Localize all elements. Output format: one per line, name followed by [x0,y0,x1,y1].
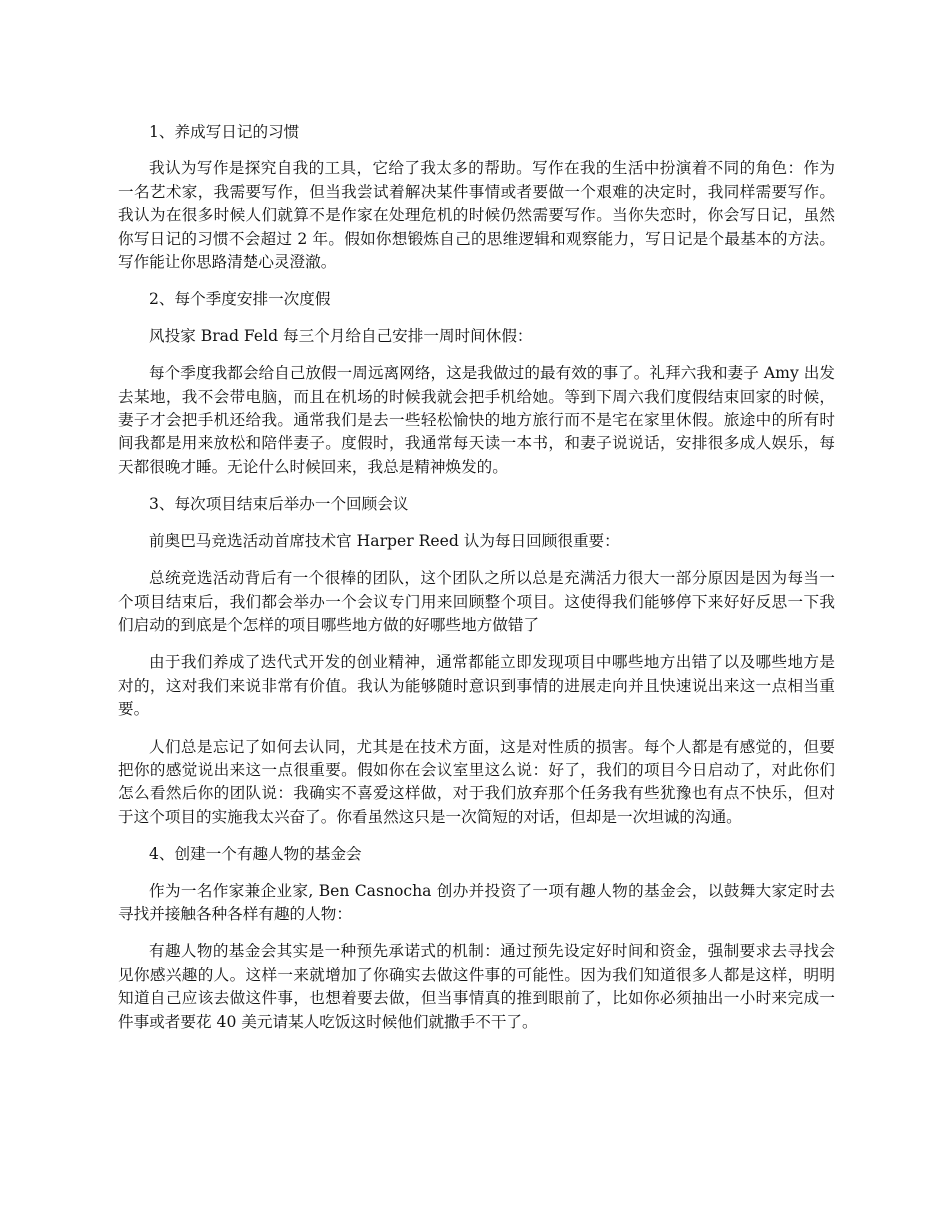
paragraph-harper-reed-intro: 前奥巴马竞选活动首席技术官 Harper Reed 认为每日回顾很重要： [149,531,620,550]
paragraph-ben-casnocha-intro: 作为一名作家兼企业家, Ben Casnocha 创办并投资了一项有趣人物的基金会，以鼓舞大家定时去寻找并接触各种各样有趣的人物： [118,881,835,923]
paragraph-brad-feld-intro: 风投家 Brad Feld 每三个月给自己安排一周时间休假： [149,326,533,345]
paragraph-precommitment: 有趣人物的基金会其实是一种预先承诺式的机制：通过预先设定好时间和资金，强制要求去寻找会见你感兴趣的人。这样一来就增加了你确实去做这件事的可能性。因为我们知道很多人都是这样，明明知道自己应该去做这件事，也想着要去做，但当事情真的推到眼前了，比如你必须抽出一小时来完成一件事或者要花 40 美元请某人吃饭这时候他们就撒手不干了。 [118,942,835,1031]
paragraph-honest-communication: 人们总是忘记了如何去认同，尤其是在技术方面，这是对性质的损害。每个人都是有感觉的，但要把你的感觉说出来这一点很重要。假如你在会议室里这么说：好了，我们的项目今日启动了，对此你们怎么看然后你的团队说：我确实不喜爱这样做，对于我们放弃那个任务我有些犹豫也有点不快乐，但对于这个项目的实施我太兴奋了。你看虽然这只是一次简短的对话，但却是一次坦诚的沟通。 [118,737,835,826]
section-heading-3: 3、每次项目结束后举办一个回顾会议 [149,495,409,514]
section-heading-4: 4、创建一个有趣人物的基金会 [149,845,362,864]
section-heading-2: 2、每个季度安排一次度假 [149,290,331,309]
paragraph-vacation: 每个季度我都会给自己放假一周远离网络，这是我做过的最有效的事了。礼拜六我和妻子 Amy 出发去某地，我不会带电脑，而且在机场的时候我就会把手机给她。等到下周六我们度假结束回家的时候，妻子才会把手机还给我。通常我们是去一些轻松愉快的地方旅行而不是宅在家里休假。旅途中的所有时间我都是用来放松和陪伴妻子。度假时，我通常每天读一本书，和妻子说说话，安排很多成人娱乐，每天都很晚才睡。无论什么时候回来，我总是精神焕发的。 [118,364,835,476]
paragraph-campaign-team: 总统竞选活动背后有一个很棒的团队，这个团队之所以总是充满活力很大一部分原因是因为每当一个项目结束后，我们都会举办一个会议专门用来回顾整个项目。这使得我们能够停下来好好反思一下我们启动的到底是个怎样的项目哪些地方做的好哪些地方做错了 [118,569,835,634]
section-heading-1: 1、养成写日记的习惯 [149,123,300,141]
paragraph-iterative-development: 由于我们养成了迭代式开发的创业精神，通常都能立即发现项目中哪些地方出错了以及哪些地方是对的，这对我们来说非常有价值。我认为能够随时意识到事情的进展走向并且快速说出来这一点相当重要。 [118,653,835,719]
document-body [118,121,835,1048]
paragraph-journal: 我认为写作是探究自我的工具，它给了我太多的帮助。写作在我的生活中扮演着不同的角色：作为一名艺术家，我需要写作，但当我尝试着解决某件事情或者要做一个艰难的决定时，我同样需要写作。我认为在很多时候人们就算不是作家在处理危机的时候仍然需要写作。当你失恋时，你会写日记，虽然你写日记的习惯不会超过 2 年。假如你想锻炼自己的思维逻辑和观察能力，写日记是个最基本的方法。写作能让你思路清楚心灵澄澈。 [118,159,835,272]
